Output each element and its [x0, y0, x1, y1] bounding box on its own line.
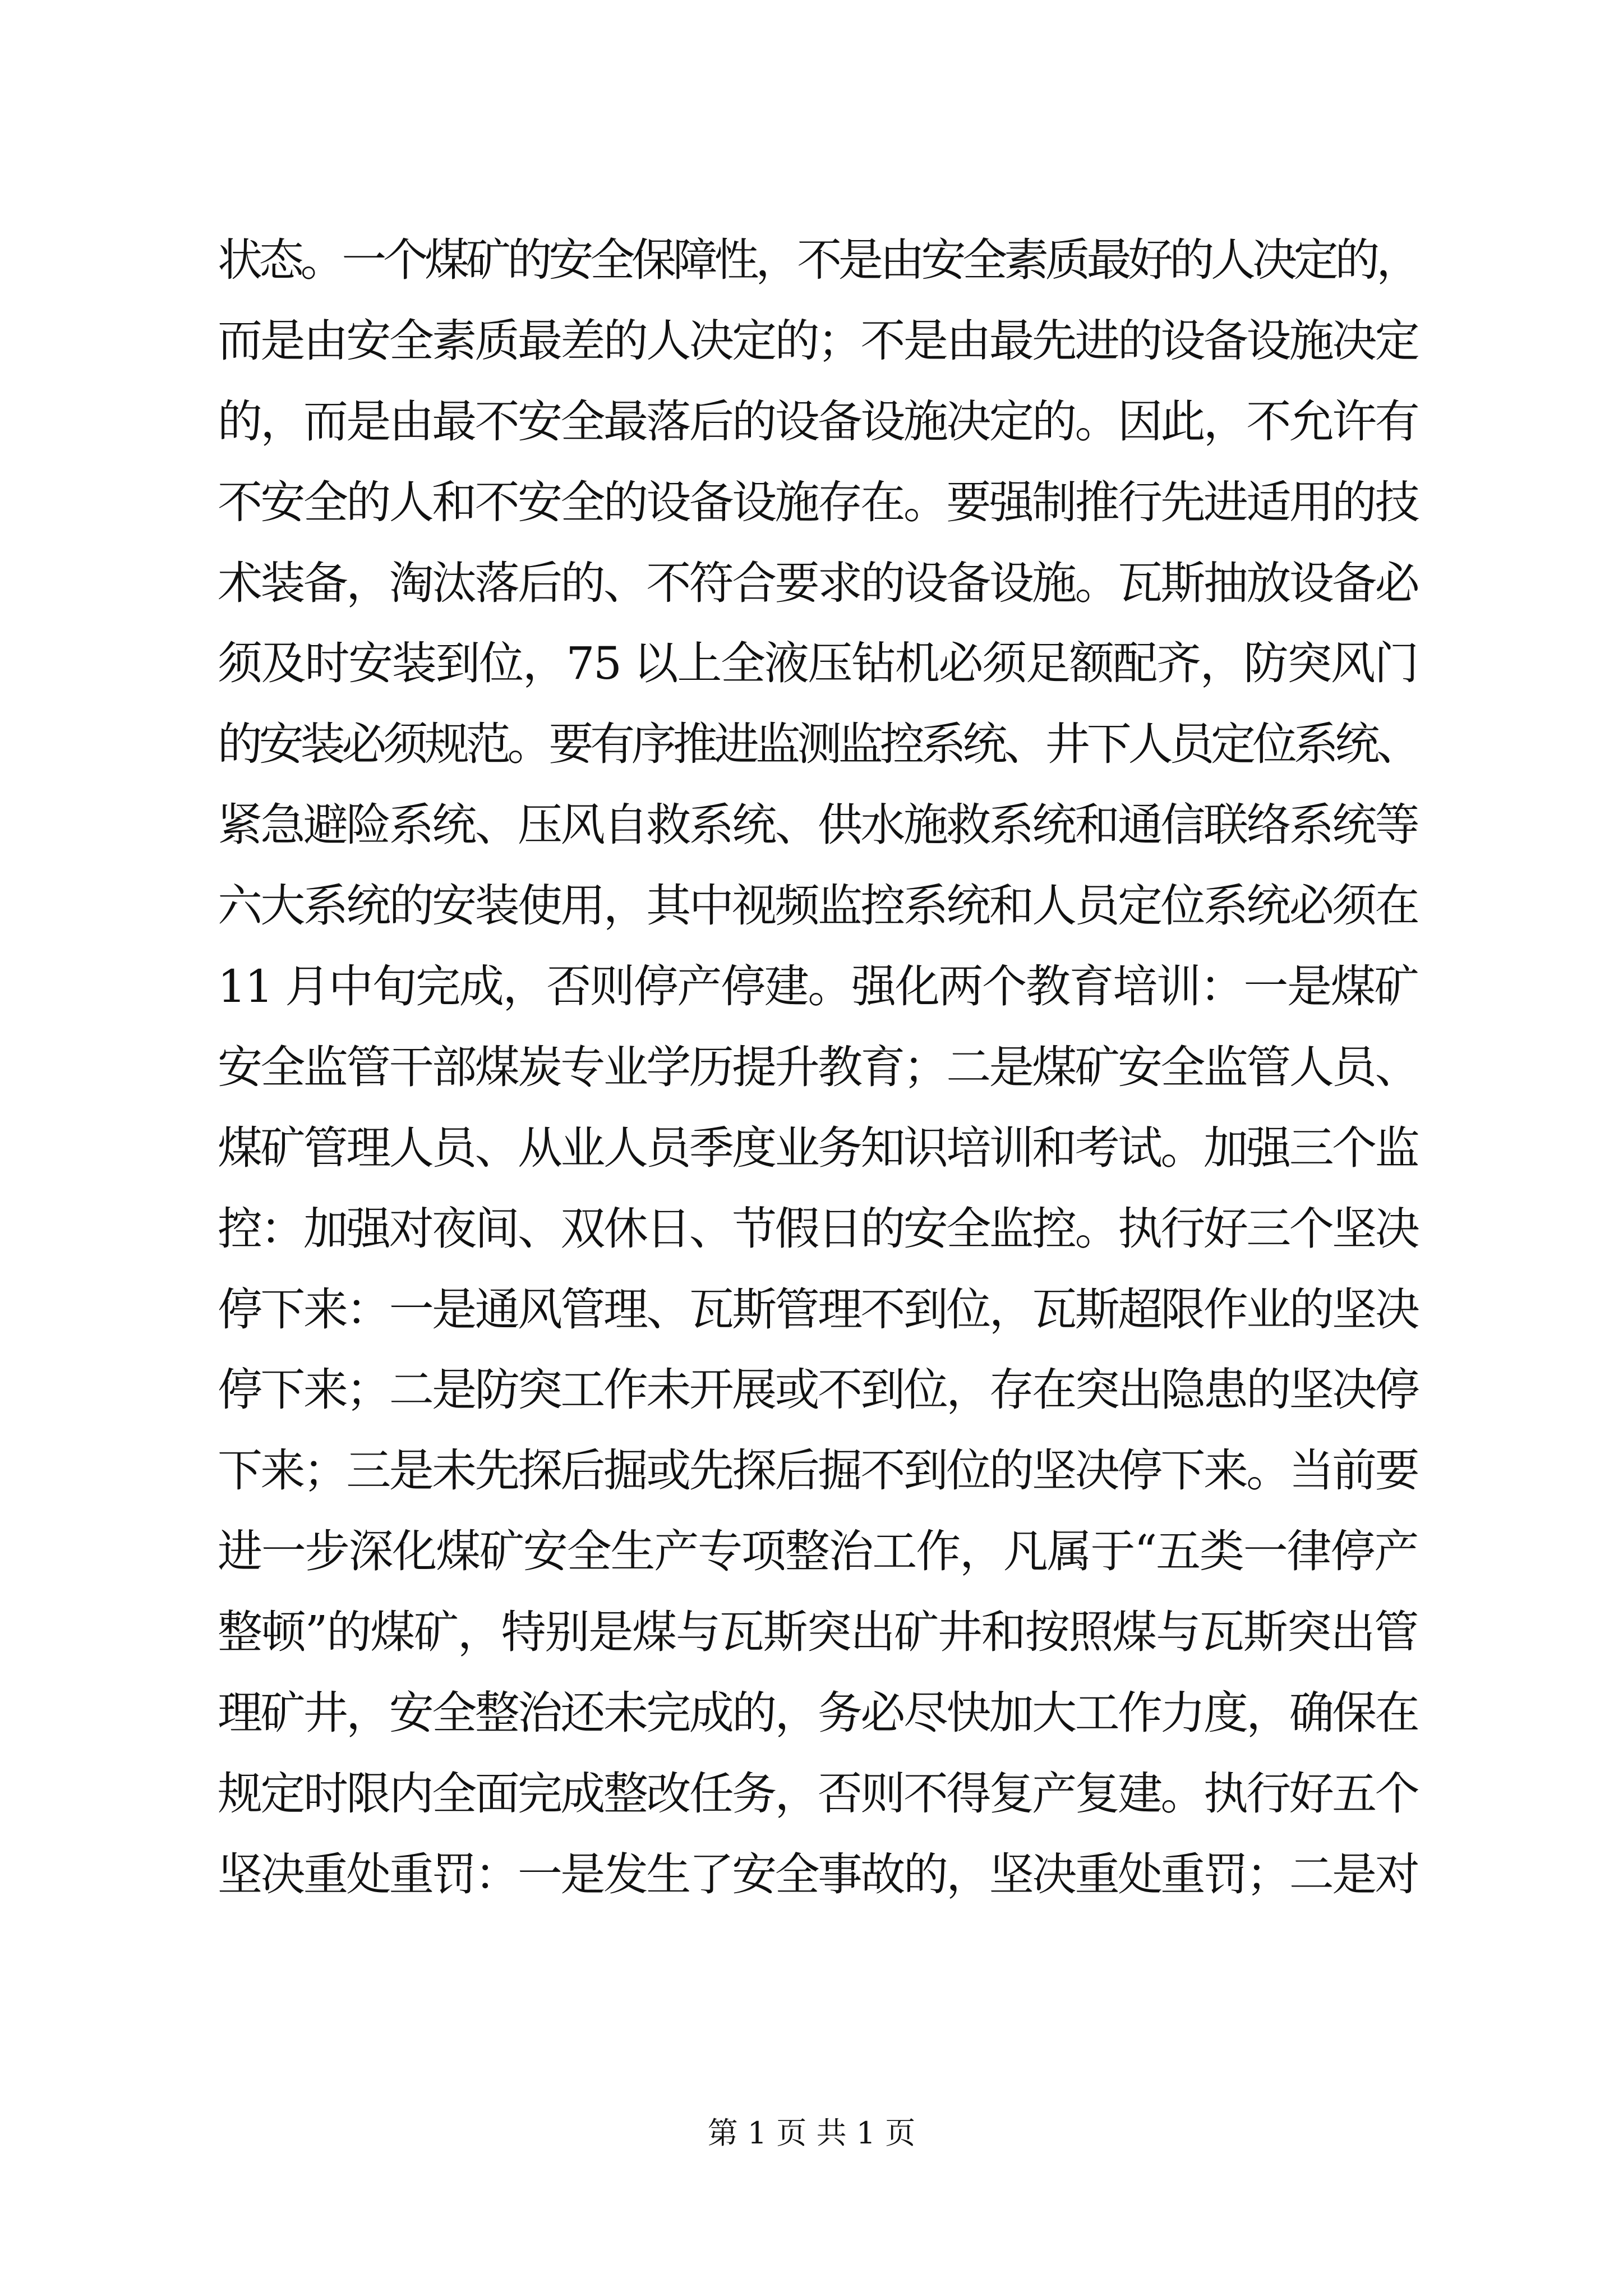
text-line: 整顿”的煤矿，特别是煤与瓦斯突出矿井和按照煤与瓦斯突出管 — [218, 1606, 1418, 1659]
text-line: 的，而是由最不安全最落后的设备设施决定的。因此，不允许有 — [218, 395, 1418, 448]
text-line: 进一步深化煤矿安全生产专项整治工作，凡属于“五类一律停产 — [218, 1525, 1418, 1578]
text-line: 煤矿管理人员、从业人员季度业务知识培训和考试。加强三个监 — [218, 1121, 1418, 1174]
text-line: 控：加强对夜间、双休日、节假日的安全监控。执行好三个坚决 — [218, 1202, 1418, 1255]
text-line: 安全监管干部煤炭专业学历提升教育；二是煤矿安全监管人员、 — [218, 1041, 1418, 1093]
text-line: 的安装必须规范。要有序推进监测监控系统、井下人员定位系统、 — [218, 718, 1418, 771]
text-line: 理矿井，安全整治还未完成的，务必尽快加大工作力度，确保在 — [218, 1687, 1418, 1740]
text-line: 11 月中旬完成，否则停产停建。强化两个教育培训：一是煤矿 — [218, 960, 1418, 1013]
text-line: 六大系统的安装使用，其中视频监控系统和人员定位系统必须在 — [218, 880, 1418, 932]
page-number: 第 1 页 共 1 页 — [707, 2115, 916, 2151]
body-paragraph — [218, 220, 1418, 1915]
text-line: 停下来：一是通风管理、瓦斯管理不到位，瓦斯超限作业的坚决 — [218, 1283, 1418, 1336]
text-line: 须及时安装到位，75 以上全液压钻机必须足额配齐，防突风门 — [218, 637, 1418, 690]
text-line: 坚决重处重罚：一是发生了安全事故的，坚决重处重罚；二是对 — [218, 1848, 1418, 1901]
text-line: 停下来；二是防突工作未开展或不到位，存在突出隐患的坚决停 — [218, 1364, 1418, 1416]
text-line: 规定时限内全面完成整改任务，否则不得复产复建。执行好五个 — [218, 1767, 1418, 1820]
text-line: 术装备，淘汰落后的、不符合要求的设备设施。瓦斯抽放设备必 — [218, 556, 1418, 609]
text-line: 不安全的人和不安全的设备设施存在。要强制推行先进适用的技 — [218, 476, 1418, 528]
text-line: 下来；三是未先探后掘或先探后掘不到位的坚决停下来。当前要 — [218, 1444, 1418, 1497]
text-line: 而是由安全素质最差的人决定的；不是由最先进的设备设施决定 — [218, 314, 1418, 367]
text-line: 紧急避险系统、压风自救系统、供水施救系统和通信联络系统等 — [218, 799, 1418, 852]
text-line: 状态。一个煤矿的安全保障性，不是由安全素质最好的人决定的， — [218, 234, 1418, 286]
page-footer — [0, 2114, 1623, 2153]
